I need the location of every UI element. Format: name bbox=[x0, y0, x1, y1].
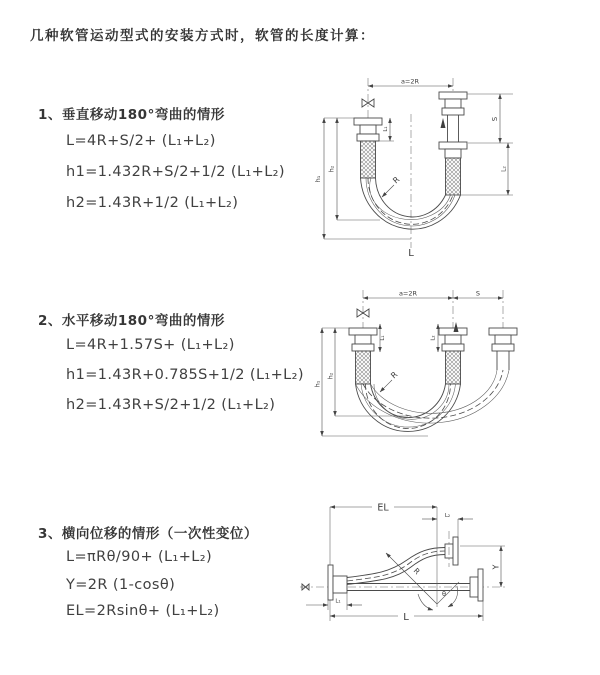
doc-title: 几种软管运动型式的安装方式时，软管的长度计算： bbox=[30, 28, 375, 44]
diagram-horizontal-180-bend bbox=[310, 284, 528, 446]
section-1-formula-h2: h2=1.43R+1/2 (L₁+L₂) bbox=[66, 195, 239, 211]
radius-label: R bbox=[391, 174, 402, 186]
angle-reference-line bbox=[437, 582, 459, 604]
theta-arc-arrow-right bbox=[448, 586, 458, 607]
hose-s-curve-displaced bbox=[347, 548, 445, 585]
dim-label-h2: h₂ bbox=[326, 372, 335, 380]
r-leader-line bbox=[382, 185, 394, 197]
section-2-heading: 2、水平移动180°弯曲的情形 bbox=[38, 313, 225, 329]
left-pipe-fitting bbox=[349, 328, 377, 384]
dim-label-a2r: a=2R bbox=[400, 77, 420, 86]
r-leader-line bbox=[380, 380, 392, 392]
dim-label-a2r: a=2R bbox=[398, 289, 418, 298]
left-pipe-fitting bbox=[354, 118, 382, 178]
hose-centerline bbox=[347, 551, 445, 581]
braided-hose-section bbox=[361, 141, 376, 178]
dim-label-s: S bbox=[475, 289, 481, 298]
radius-label: R bbox=[411, 566, 422, 577]
section-1-formula-h1: h1=1.432R+S/2+1/2 (L₁+L₂) bbox=[66, 164, 285, 180]
radius-diagonal-line bbox=[386, 553, 437, 604]
left-flange bbox=[328, 565, 347, 600]
braided-hose-section bbox=[446, 158, 461, 195]
hose-displaced-position bbox=[356, 370, 510, 423]
dim-label-h2: h₂ bbox=[327, 165, 336, 173]
length-label: L bbox=[408, 248, 414, 259]
right-pipe-fitting-displaced bbox=[489, 328, 517, 370]
length-label: L bbox=[403, 612, 409, 623]
section-3-formula-EL: EL=2Rsinθ+ (L₁+L₂) bbox=[66, 603, 220, 619]
dim-label-l1: L₁ bbox=[383, 126, 389, 132]
hose-u-bend bbox=[356, 384, 461, 431]
dim-label-l2: L₂ bbox=[430, 335, 437, 341]
section-3-formula-Y: Y=2R (1-cosθ) bbox=[66, 577, 176, 593]
section-1-heading: 1、垂直移动180°弯曲的情形 bbox=[38, 107, 225, 123]
movement-direction-arrow bbox=[454, 322, 459, 332]
diagram-vertical-180-bend bbox=[310, 74, 528, 262]
dim-label-el: EL bbox=[377, 502, 389, 514]
right-pipe-fitting bbox=[439, 92, 467, 195]
diagram-lateral-displacement bbox=[298, 497, 593, 649]
angle-label-theta: θ bbox=[442, 590, 446, 598]
dim-label-h1: h₁ bbox=[313, 380, 322, 388]
dim-label-l1: L₁ bbox=[335, 598, 341, 605]
section-2-formula-h1: h1=1.43R+0.785S+1/2 (L₁+L₂) bbox=[66, 367, 304, 383]
dim-label-y: Y bbox=[491, 564, 501, 570]
middle-pipe-fitting bbox=[439, 328, 467, 384]
section-2-formula-L: L=4R+1.57S+ (L₁+L₂) bbox=[66, 337, 235, 353]
braided-hose-section bbox=[356, 351, 371, 384]
section-3-formula-L: L=πRθ/90+ (L₁+L₂) bbox=[66, 549, 213, 565]
hose-centerline bbox=[363, 370, 503, 418]
upper-flange-displaced bbox=[445, 531, 458, 567]
theta-arc-arrow-left bbox=[418, 594, 433, 610]
dim-label-s: S bbox=[491, 116, 499, 122]
dim-label-l1: L₁ bbox=[380, 335, 386, 341]
movement-direction-arrow bbox=[441, 118, 446, 128]
dim-label-l2: L₂ bbox=[500, 166, 508, 172]
section-3-heading: 3、横向位移的情形（一次性变位） bbox=[38, 526, 258, 542]
section-1-formula-L: L=4R+S/2+ (L₁+L₂) bbox=[66, 133, 216, 149]
braided-hose-section bbox=[446, 351, 461, 384]
section-2-formula-h2: h2=1.43R+S/2+1/2 (L₁+L₂) bbox=[66, 397, 276, 413]
dim-label-l2: L₂ bbox=[444, 513, 451, 519]
dim-label-h1: h₁ bbox=[314, 175, 322, 183]
radius-label: R bbox=[389, 369, 400, 381]
